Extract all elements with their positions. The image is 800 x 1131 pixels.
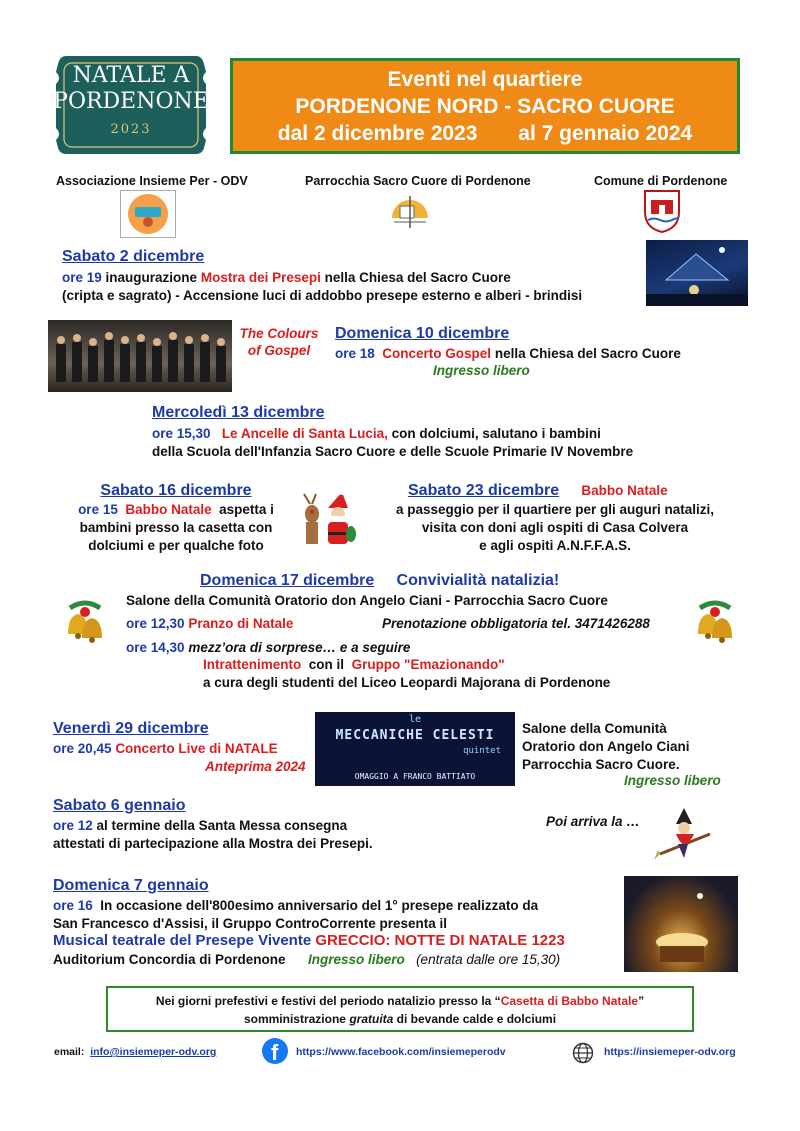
- org-comune: Comune di Pordenone: [594, 174, 728, 188]
- header-banner: [230, 58, 740, 154]
- befana-icon: [654, 804, 714, 866]
- poster-le: le: [408, 714, 422, 725]
- event5-line2: a passeggio per il quartiere per gli auguri natalizi,: [395, 502, 715, 517]
- event2-free: Ingresso libero: [433, 363, 530, 378]
- event6-date: Domenica 17 dicembre: [200, 572, 375, 589]
- poster-tribute: OMAGGIO A FRANCO BATTIATO: [354, 772, 476, 781]
- event4-line3: dolciumi e per qualche foto: [88, 538, 264, 553]
- event5-date: Sabato 23 dicembre: [408, 482, 560, 499]
- banner-line2: PORDENONE NORD - SACRO CUORE: [295, 95, 675, 118]
- event9-line2: San Francesco d'Assisi, il Gruppo ControCorrente presenta il: [53, 916, 448, 931]
- footer-notice: [106, 986, 694, 1032]
- meccaniche-celesti-poster: [315, 712, 515, 786]
- christmas-bells-icon-right: [690, 594, 740, 654]
- comune-crest-icon: [642, 188, 682, 234]
- event8-date: Sabato 6 gennaio: [53, 797, 186, 814]
- email-label: email:: [54, 1046, 85, 1058]
- event3-date: Mercoledì 13 dicembre: [152, 404, 325, 421]
- insieme-per-logo: [120, 190, 176, 238]
- event6-title: Convivialità natalizia!: [396, 572, 560, 589]
- poster-title: MECCANICHE CELESTI: [335, 728, 495, 743]
- event8-line2: attestati di partecipazione alla Mostra dei Presepi.: [53, 836, 373, 851]
- org-insieme-per: Associazione Insieme Per - ODV: [56, 174, 248, 188]
- event7-free: Ingresso libero: [624, 773, 721, 788]
- facebook-icon: f: [262, 1038, 288, 1064]
- santa-reindeer-icon: [298, 484, 356, 550]
- event7-preview: Anteprima 2024: [205, 759, 306, 774]
- event1-line2: (cripta e sagrato) - Accensione luci di addobbo presepe esterno e alberi - brindisi: [62, 288, 583, 303]
- banner-end-date: al 7 gennaio 2024: [518, 122, 693, 145]
- event4-date: Sabato 16 dicembre: [100, 482, 252, 499]
- nativity-manger-photo: [624, 876, 738, 972]
- event8-line1: ore 12 al termine della Santa Messa consegna: [53, 818, 348, 833]
- website-link[interactable]: https://insiemeper-odv.org: [604, 1046, 736, 1058]
- event6-line-afternoon: ore 14,30 mezz’ora di sorprese… e a seguire: [126, 640, 411, 655]
- event9-musical: Musical teatrale del Presepe Vivente GRECCIO: NOTTE DI NATALE 1223: [53, 932, 565, 949]
- event7-place2: Oratorio don Angelo Ciani: [522, 739, 690, 754]
- contact-email: [54, 1046, 216, 1058]
- gospel-choir-photo: [48, 320, 232, 392]
- org-parrocchia: Parrocchia Sacro Cuore di Pordenone: [305, 174, 531, 188]
- event5-line4: e agli ospiti A.N.F.F.A.S.: [479, 538, 631, 553]
- email-link[interactable]: info@insiemeper-odv.org: [90, 1046, 217, 1058]
- globe-icon: [572, 1042, 594, 1064]
- parrocchia-logo: [386, 188, 434, 236]
- event6-header: [200, 572, 559, 590]
- logo-line2: PORDENONE: [53, 89, 209, 114]
- event6-line-students: a cura degli studenti del Liceo Leopardi Majorana di Pordenone: [203, 675, 611, 690]
- event4-line2: bambini presso la casetta con: [79, 520, 273, 535]
- event2-line1: ore 18 Concerto Gospel nella Chiesa del Sacro Cuore: [335, 346, 681, 361]
- logo-year: 2023: [110, 122, 152, 137]
- event7-place3: Parrocchia Sacro Cuore.: [522, 757, 680, 772]
- banner-line3: [233, 120, 737, 147]
- event1-date: Sabato 2 dicembre: [62, 248, 205, 265]
- event2-date: Domenica 10 dicembre: [335, 325, 510, 342]
- poster-quintet: quintet: [463, 746, 501, 756]
- footer-line2: somministrazione gratuita di bevande calde e dolciumi: [243, 1012, 557, 1026]
- event5-header: [378, 482, 738, 500]
- event5-highlight: Babbo Natale: [581, 483, 668, 498]
- event9-date: Domenica 7 gennaio: [53, 877, 209, 894]
- event9-place: Auditorium Concordia di Pordenone Ingresso libero (entrata dalle ore 15,30): [53, 952, 561, 967]
- event6-place: Salone della Comunità Oratorio don Angelo Ciani - Parrocchia Sacro Cuore: [126, 593, 608, 608]
- nativity-photo: [646, 240, 748, 306]
- event3-line1: ore 15,30 Le Ancelle di Santa Lucia, con dolciumi, salutano i bambini: [152, 426, 601, 441]
- event7-line1: ore 20,45 Concerto Live di NATALE: [53, 741, 278, 756]
- event1-line1: ore 19 inaugurazione Mostra dei Presepi nella Chiesa del Sacro Cuore: [62, 270, 511, 285]
- banner-line1: Eventi nel quartiere: [387, 68, 583, 91]
- event6-line-entertainment: Intrattenimento con il Gruppo "Emazionando": [203, 657, 505, 672]
- befana-caption: Poi arriva la …: [546, 814, 640, 829]
- footer-line1: Nei giorni prefestivi e festivi del periodo natalizio presso la “Casetta di Babbo Natale”: [155, 994, 645, 1008]
- event7-place1: Salone della Comunità: [522, 721, 667, 736]
- christmas-bells-icon: [60, 594, 110, 654]
- event9-line1: ore 16 In occasione dell'800esimo anniversario del 1° presepe realizzato da: [53, 898, 539, 913]
- event6-line-lunch: ore 12,30 Pranzo di Natale: [126, 616, 294, 631]
- event4-line1: ore 15 Babbo Natale aspetta i: [78, 502, 274, 517]
- event2-side-title: The Colours of Gospel: [239, 326, 319, 358]
- event5-line3: visita con doni agli ospiti di Casa Colvera: [421, 520, 689, 535]
- natale-logo: [52, 50, 210, 160]
- facebook-link[interactable]: https://www.facebook.com/insiemeperodv: [296, 1046, 506, 1058]
- event7-date: Venerdì 29 dicembre: [53, 720, 209, 737]
- logo-line1: NATALE A: [72, 63, 190, 88]
- banner-start-date: dal 2 dicembre 2023: [277, 122, 478, 145]
- event3-line2: della Scuola dell'Infanzia Sacro Cuore e delle Scuole Primarie IV Novembre: [152, 444, 634, 459]
- event6-booking: Prenotazione obbligatoria tel. 3471426288: [382, 616, 650, 631]
